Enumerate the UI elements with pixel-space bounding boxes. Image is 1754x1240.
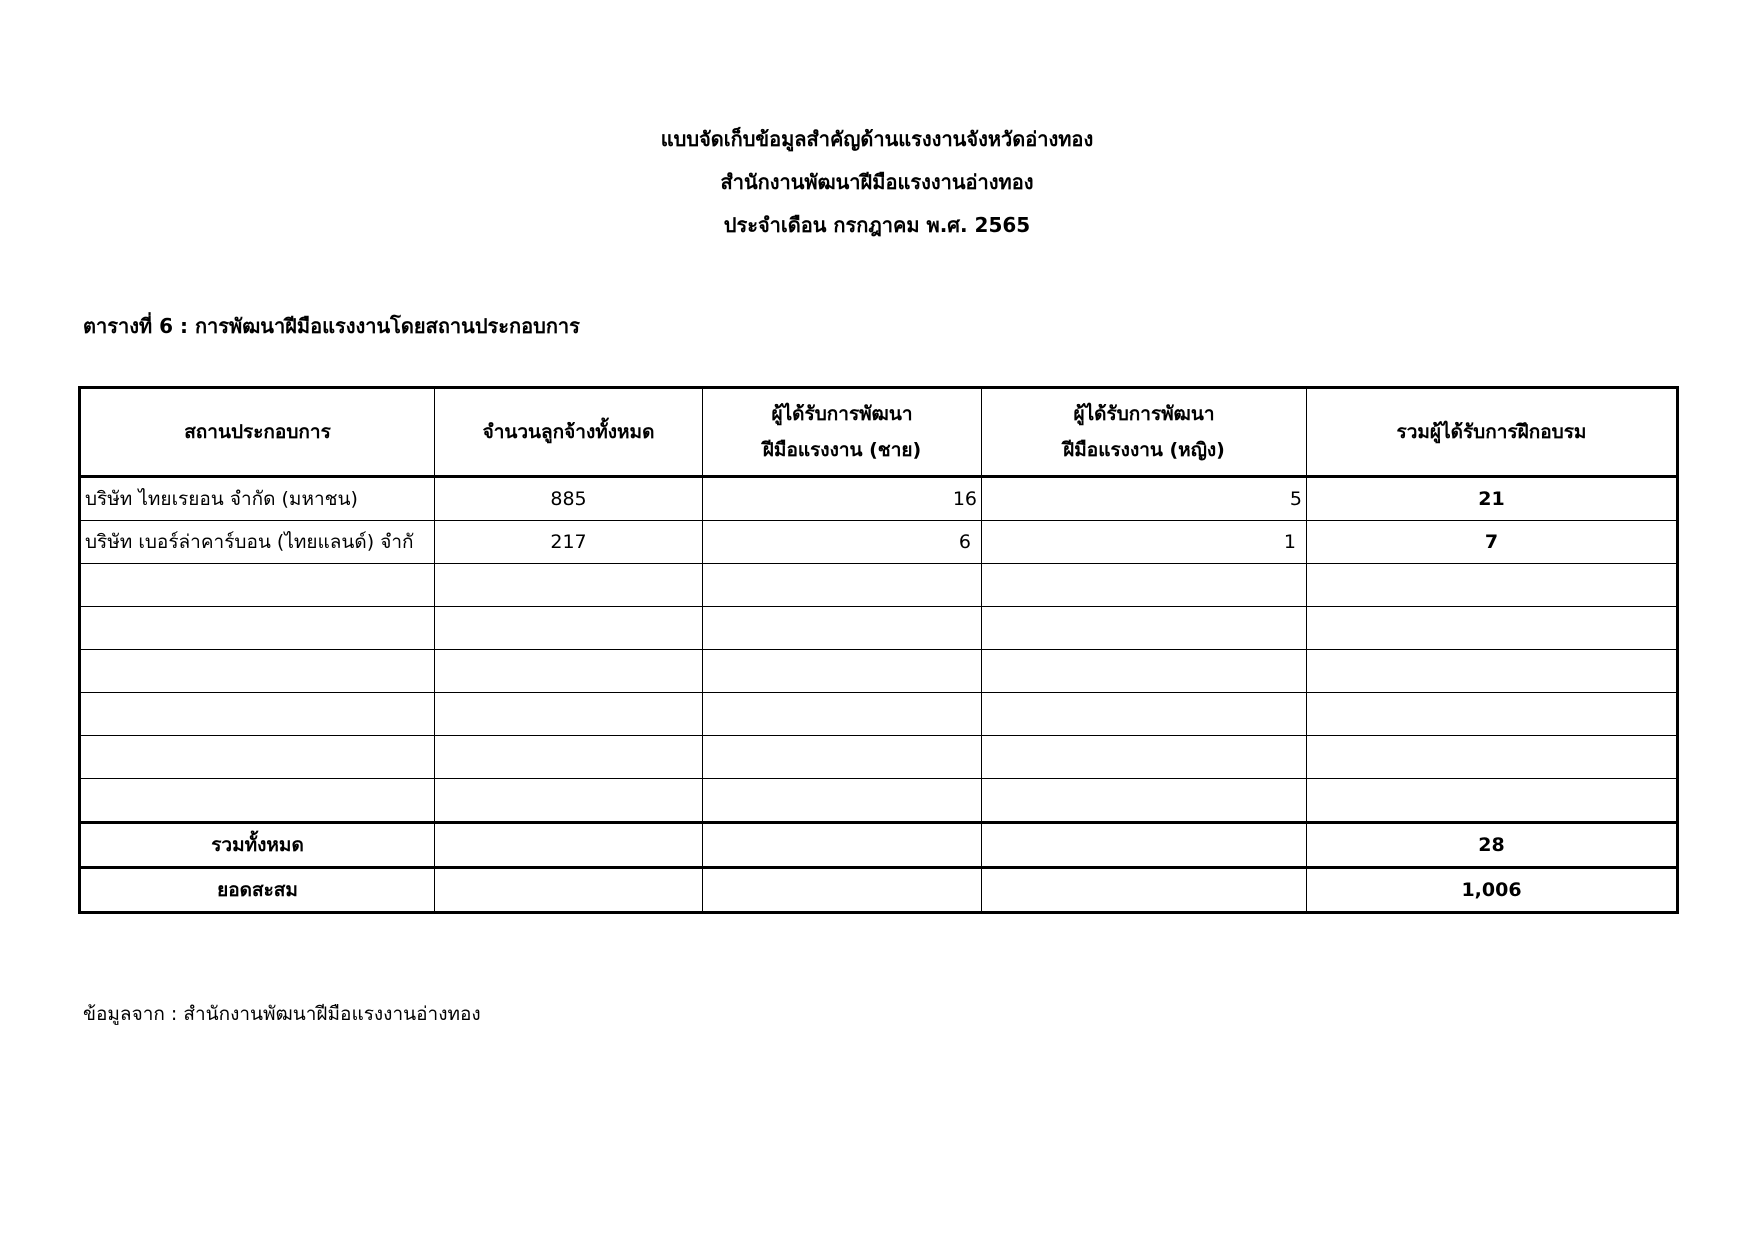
document-period: ประจำเดือน กรกฎาคม พ.ศ. 2565 <box>723 213 1031 237</box>
document-header <box>0 118 1754 247</box>
table-row <box>80 477 1678 521</box>
summary-employees-cell <box>435 823 703 868</box>
employees-cell: 217 <box>435 521 703 564</box>
summary-employees-cell <box>435 868 703 913</box>
company-cell <box>80 607 435 650</box>
total-trained-cell: 21 <box>1307 477 1678 521</box>
male-trained-cell <box>703 564 982 607</box>
female-trained-cell <box>982 736 1307 779</box>
female-trained-cell <box>982 693 1307 736</box>
male-trained-cell <box>703 650 982 693</box>
document-agency: สำนักงานพัฒนาฝีมือแรงงานอ่างทอง <box>720 170 1034 194</box>
table-caption: ตารางที่ 6 : การพัฒนาฝีมือแรงงานโดยสถานประกอบการ <box>83 314 580 338</box>
employees-cell <box>435 736 703 779</box>
summary-total-cell: 28 <box>1307 823 1678 868</box>
table-row <box>80 521 1678 564</box>
column-header-company <box>80 388 435 477</box>
employees-cell <box>435 650 703 693</box>
column-header-line: รวมผู้ได้รับการฝึกอบรม <box>1396 421 1587 443</box>
employees-cell <box>435 607 703 650</box>
total-trained-cell <box>1307 693 1678 736</box>
summary-label: รวมทั้งหมด <box>80 823 435 868</box>
male-trained-cell: 6 <box>703 521 982 564</box>
male-trained-cell <box>703 607 982 650</box>
column-header-line: สถานประกอบการ <box>184 421 331 443</box>
male-trained-cell: 16 <box>703 477 982 521</box>
female-trained-cell <box>982 779 1307 823</box>
male-trained-cell <box>703 779 982 823</box>
total-trained-cell: 7 <box>1307 521 1678 564</box>
company-cell <box>80 564 435 607</box>
column-header-line: ผู้ได้รับการพัฒนา <box>771 403 913 425</box>
total-trained-cell <box>1307 650 1678 693</box>
summary-male-cell <box>703 868 982 913</box>
table-row <box>80 650 1678 693</box>
total-trained-cell <box>1307 607 1678 650</box>
total-trained-cell <box>1307 736 1678 779</box>
summary-row-total <box>80 823 1678 868</box>
column-header-total-trained <box>1307 388 1678 477</box>
column-header-line: ฝีมือแรงงาน (หญิง) <box>1063 439 1225 461</box>
summary-female-cell <box>982 823 1307 868</box>
company-cell: บริษัท เบอร์ล่าคาร์บอน (ไทยแลนด์) จำกั <box>80 521 435 564</box>
company-cell <box>80 693 435 736</box>
female-trained-cell: 1 <box>982 521 1307 564</box>
summary-total-cell: 1,006 <box>1307 868 1678 913</box>
table-row <box>80 564 1678 607</box>
table-row <box>80 736 1678 779</box>
female-trained-cell <box>982 650 1307 693</box>
table-row <box>80 779 1678 823</box>
document-title: แบบจัดเก็บข้อมูลสำคัญด้านแรงงานจังหวัดอ่างทอง <box>660 127 1094 151</box>
source-note: ข้อมูลจาก : สำนักงานพัฒนาฝีมือแรงงานอ่างทอง <box>83 1003 481 1025</box>
summary-male-cell <box>703 823 982 868</box>
total-trained-cell <box>1307 779 1678 823</box>
skills-development-table <box>78 386 1679 914</box>
company-cell <box>80 736 435 779</box>
employees-cell <box>435 779 703 823</box>
female-trained-cell <box>982 607 1307 650</box>
column-header-line: จำนวนลูกจ้างทั้งหมด <box>482 421 655 443</box>
employees-cell <box>435 564 703 607</box>
male-trained-cell <box>703 736 982 779</box>
table-row <box>80 693 1678 736</box>
company-cell <box>80 779 435 823</box>
column-header-line: ผู้ได้รับการพัฒนา <box>1073 403 1215 425</box>
employees-cell: 885 <box>435 477 703 521</box>
summary-female-cell <box>982 868 1307 913</box>
summary-label: ยอดสะสม <box>80 868 435 913</box>
male-trained-cell <box>703 693 982 736</box>
table-row <box>80 607 1678 650</box>
total-trained-cell <box>1307 564 1678 607</box>
employees-cell <box>435 693 703 736</box>
column-header-line: ฝีมือแรงงาน (ชาย) <box>762 439 922 461</box>
column-header-female-trained <box>982 388 1307 477</box>
company-cell: บริษัท ไทยเรยอน จำกัด (มหาชน) <box>80 477 435 521</box>
table-header-row <box>80 388 1678 477</box>
female-trained-cell <box>982 564 1307 607</box>
female-trained-cell: 5 <box>982 477 1307 521</box>
summary-row-cumulative <box>80 868 1678 913</box>
column-header-male-trained <box>703 388 982 477</box>
company-cell <box>80 650 435 693</box>
column-header-employees <box>435 388 703 477</box>
